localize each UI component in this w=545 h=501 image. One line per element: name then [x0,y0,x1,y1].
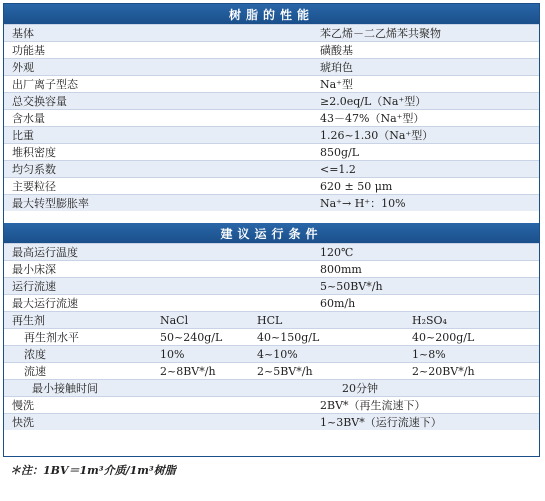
table-row [4,58,539,75]
row-label: 含水量 [12,112,45,125]
row-label: 最大运行流速 [12,297,78,310]
table-row [4,109,539,126]
regen-conc-row [4,345,539,362]
spec-table [3,3,540,457]
row-label: 快洗 [12,416,34,429]
row-label: 总交换容量 [12,95,67,108]
table-row [4,143,539,160]
conc-h2so4: 1~8% [412,348,446,361]
agent-h2so4: H₂SO₄ [412,314,447,327]
flow-hcl: 2~5BV*/h [257,365,313,378]
row-value: 800mm [320,263,362,276]
row-label: 出厂离子型态 [12,78,78,91]
row-value: Na⁺型 [320,78,353,91]
row-label: 最小接触时间 [32,382,98,395]
row-value: 60m/h [320,297,356,310]
table-row [4,92,539,109]
row-value: 苯乙烯－二乙烯苯共聚物 [320,27,441,40]
row-value: 1~3BV*（运行流速下） [320,416,442,429]
row-label: 均匀系数 [12,163,56,176]
table-row [4,243,539,260]
row-label: 主要粒径 [12,180,56,193]
table-row [4,277,539,294]
table-row [4,126,539,143]
conc-nacl: 10% [160,348,185,361]
row-value: ≥2.0eq/L（Na⁺型） [320,95,427,108]
table-row [4,75,539,92]
table-row [4,294,539,311]
flow-h2so4: 2~20BV*/h [412,365,475,378]
table-row [4,413,539,430]
row-label: 再生剂水平 [24,331,79,344]
level-hcl: 40~150g/L [257,331,320,344]
regen-flow-row [4,362,539,379]
row-value: 120℃ [320,246,354,259]
row-label: 外观 [12,61,34,74]
row-value: 2BV*（再生流速下） [320,399,426,412]
table-row [4,160,539,177]
row-label: 最高运行温度 [12,246,78,259]
table-row [4,396,539,413]
level-h2so4: 40~200g/L [412,331,475,344]
table-row [4,177,539,194]
table-row [4,24,539,41]
row-label: 慢洗 [12,399,34,412]
row-label: 运行流速 [12,280,56,293]
agent-nacl: NaCl [160,314,189,327]
row-value: <=1.2 [320,163,356,176]
regen-contact-row [4,379,539,396]
row-label: 浓度 [24,348,46,361]
row-value: 琥珀色 [320,61,353,74]
row-label: 最大转型膨胀率 [12,197,89,210]
row-value: 磺酸基 [320,44,353,57]
footnote: ＊注：1BV＝1m³介质/1m³树脂 [10,464,176,477]
section-header-operating-conditions: 建议运行条件 [4,223,539,243]
row-label: 基体 [12,27,34,40]
section-header-resin-properties: 树脂的性能 [4,4,539,24]
row-label: 再生剂 [12,314,45,327]
table-row [4,194,539,211]
row-label: 比重 [12,129,34,142]
regen-agent-row [4,311,539,328]
row-label: 堆积密度 [12,146,56,159]
table-row [4,260,539,277]
level-nacl: 50~240g/L [160,331,223,344]
row-value: 5~50BV*/h [320,280,383,293]
agent-hcl: HCL [257,314,283,327]
regen-level-row [4,328,539,345]
row-value: 850g/L [320,146,360,159]
row-label: 流速 [24,365,46,378]
conc-hcl: 4~10% [257,348,298,361]
row-label: 最小床深 [12,263,56,276]
table-row [4,41,539,58]
row-value: Na⁺→ H⁺：10% [320,197,406,210]
flow-nacl: 2~8BV*/h [160,365,216,378]
row-label: 功能基 [12,44,45,57]
contact-time: 20分钟 [342,382,378,395]
row-value: 1.26~1.30（Na⁺型） [320,129,434,142]
row-value: 43－47%（Na⁺型） [320,112,425,125]
row-value: 620 ± 50 μm [320,180,393,193]
